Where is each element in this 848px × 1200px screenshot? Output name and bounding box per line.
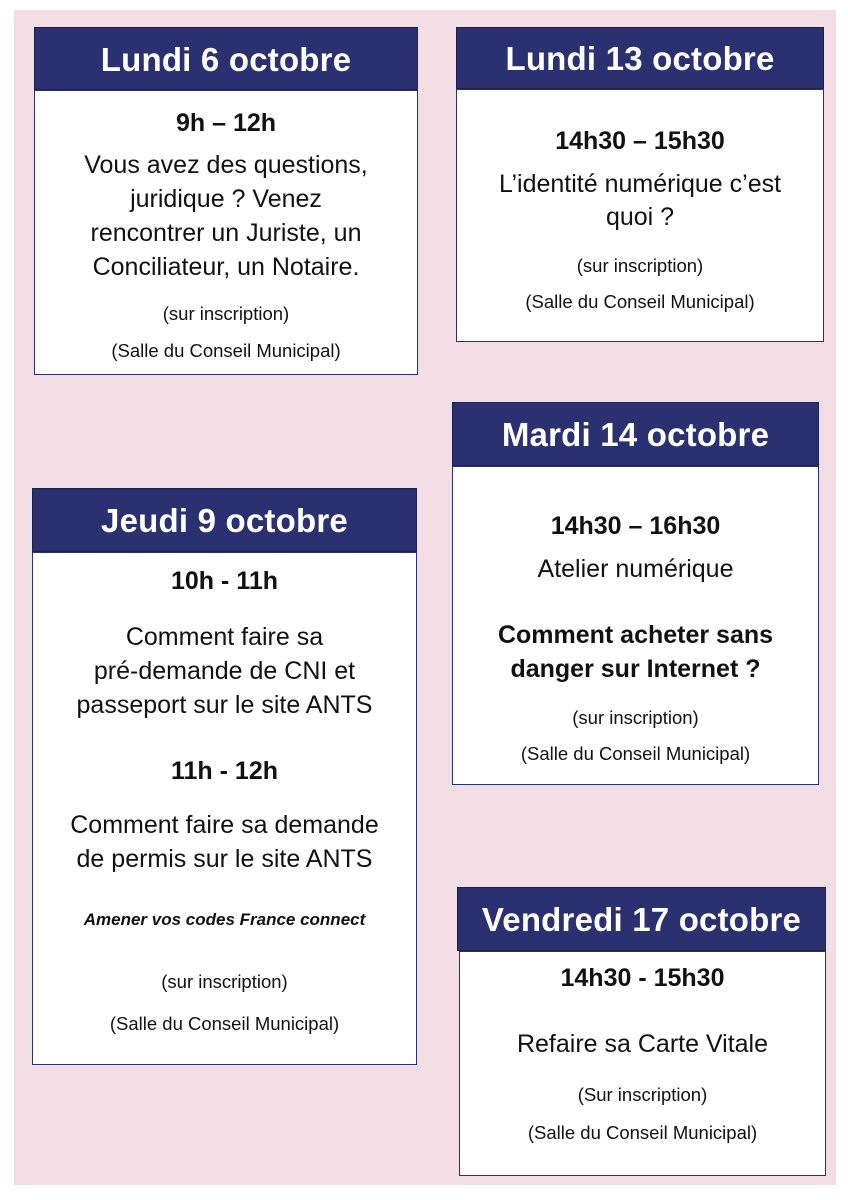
event-desc-line: Comment faire sa demande xyxy=(70,811,379,839)
event-desc: Refaire sa Carte Vitale xyxy=(516,1030,769,1058)
flyer-page xyxy=(14,10,836,1185)
event-question-line: danger sur Internet ? xyxy=(510,655,761,683)
event-title: Vendredi 17 octobre xyxy=(457,887,826,951)
event-title: Jeudi 9 octobre xyxy=(32,488,417,552)
event-time: 10h - 11h xyxy=(171,567,278,595)
event-desc-line: Vous avez des questions, xyxy=(84,151,368,179)
event-time: 11h - 12h xyxy=(171,757,278,785)
event-time: 14h30 - 15h30 xyxy=(560,964,725,992)
event-location: (Salle du Conseil Municipal) xyxy=(109,1013,340,1034)
event-registration: (sur inscription) xyxy=(161,971,288,992)
event-registration: (Sur inscription) xyxy=(577,1084,708,1105)
event-desc-line: quoi ? xyxy=(605,203,675,231)
event-body xyxy=(452,466,819,785)
event-location: (Salle du Conseil Municipal) xyxy=(520,743,751,764)
event-desc-line: de permis sur le site ANTS xyxy=(76,845,373,873)
event-body xyxy=(456,89,824,342)
event-question-line: Comment acheter sans xyxy=(497,621,774,649)
event-desc-line: juridique ? Venez xyxy=(130,185,322,213)
event-registration: (sur inscription) xyxy=(572,707,699,728)
event-desc-line: Comment faire sa xyxy=(125,623,324,651)
event-registration: (sur inscription) xyxy=(162,303,290,324)
event-time: 14h30 – 15h30 xyxy=(555,127,725,155)
event-time: 9h – 12h xyxy=(175,109,277,137)
event-location: (Salle du Conseil Municipal) xyxy=(527,1122,758,1143)
event-body xyxy=(32,552,417,1065)
event-desc-line: L’identité numérique c’est xyxy=(498,170,782,198)
event-time: 14h30 – 16h30 xyxy=(550,512,721,540)
event-location: (Salle du Conseil Municipal) xyxy=(111,340,341,361)
event-title: Mardi 14 octobre xyxy=(452,402,819,466)
event-desc-line: pré-demande de CNI et xyxy=(93,657,356,685)
event-reminder: Amener vos codes France connect xyxy=(83,910,366,929)
event-desc-line: rencontrer un Juriste, un xyxy=(90,219,362,247)
event-body xyxy=(459,951,826,1176)
event-registration: (sur inscription) xyxy=(576,255,704,276)
event-title: Lundi 6 octobre xyxy=(34,27,418,90)
event-subtitle: Atelier numérique xyxy=(537,555,734,583)
event-location: (Salle du Conseil Municipal) xyxy=(525,291,755,312)
event-desc-line: Conciliateur, un Notaire. xyxy=(92,253,360,281)
event-desc-line: passeport sur le site ANTS xyxy=(76,691,373,719)
event-title: Lundi 13 octobre xyxy=(456,27,824,89)
event-body xyxy=(34,90,418,375)
